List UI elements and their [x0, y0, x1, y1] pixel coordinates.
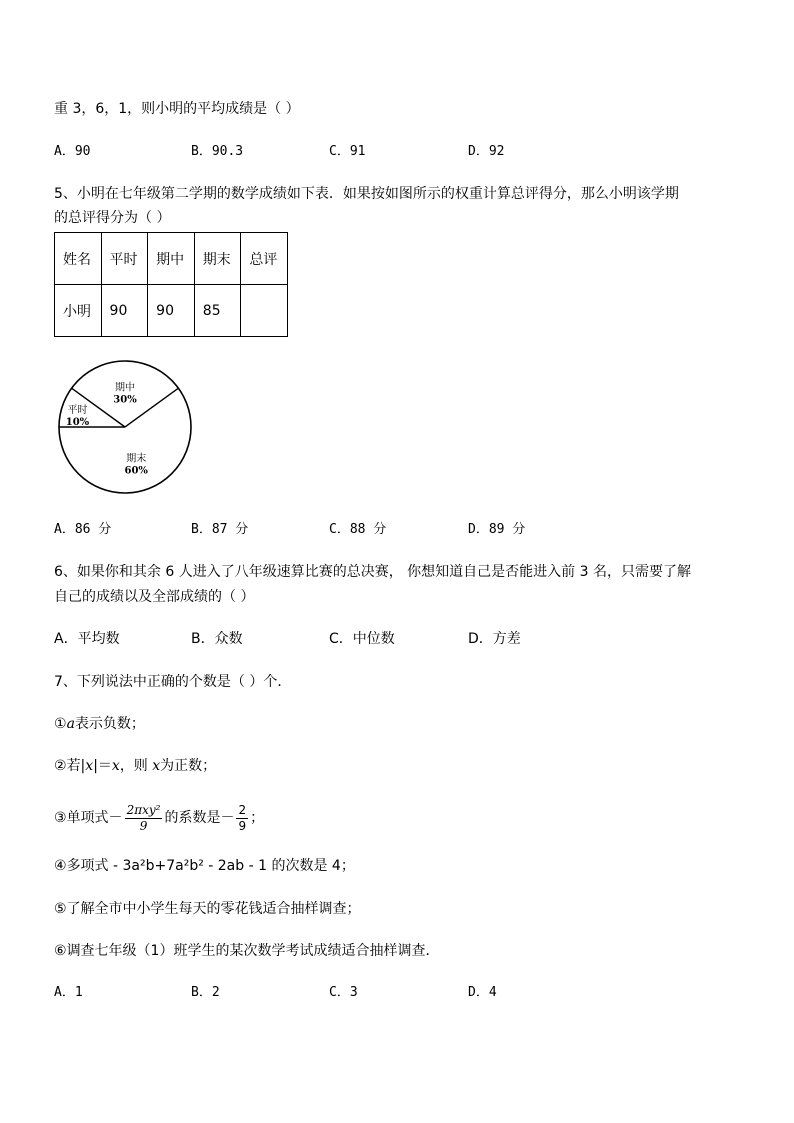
statement-3-mark: ③ — [54, 810, 67, 826]
monomial-fraction — [125, 803, 163, 834]
monomial-numerator: 2πxy² — [126, 802, 161, 817]
statement-2-end: 为正数； — [160, 758, 217, 774]
statement-4-text: 多项式 - 3a²b+7a²b² - 2ab - 1 的次数是 4； — [66, 858, 355, 874]
q4-option-d[interactable]: D．92 — [468, 144, 505, 159]
statement-1-mark: ① — [54, 716, 67, 732]
statement-2-mid: |＝ — [93, 758, 112, 774]
q7-statement-6 — [54, 941, 439, 961]
statement-4-mark: ④ — [54, 858, 67, 874]
q7-statement-5 — [54, 899, 361, 919]
pie-value-final: 60% — [124, 465, 148, 477]
q5-stem-line1: 5、小明在七年级第二学期的数学成绩如下表．如果按如图所示的权重计算总评得分，那么小明该学期 — [54, 186, 679, 202]
coefficient-fraction — [236, 803, 248, 834]
table-cell-final: 85 — [194, 285, 241, 337]
q4-option-c[interactable]: C．91 — [329, 144, 366, 159]
table-cell-name: 小明 — [55, 285, 102, 337]
table-header-regular: 平时 — [101, 233, 148, 285]
pie-label-midterm: 期中 — [115, 382, 135, 394]
pie-label-final: 期末 — [126, 453, 147, 465]
q6-option-b[interactable]: B．众数 — [191, 631, 243, 647]
statement-5-mark: ⑤ — [54, 901, 67, 917]
statement-6-mark: ⑥ — [54, 943, 67, 959]
statement-2-mark: ② — [54, 758, 67, 774]
q7-statement-4 — [54, 856, 355, 876]
q4-option-b[interactable]: B．90.3 — [191, 144, 244, 159]
q7-stem: 7、下列说法中正确的个数是（ ）个． — [54, 674, 292, 690]
statement-2-var: x — [85, 758, 94, 774]
q7-option-d[interactable]: D．4 — [468, 985, 497, 1000]
q7-statement-3 — [54, 800, 264, 836]
statement-3-mid: 的系数是－ — [164, 810, 235, 826]
statement-2-var2: x — [111, 758, 120, 774]
monomial-denominator: 9 — [139, 818, 148, 833]
statement-6-text: 调查七年级（1）班学生的某次数学考试成绩适合抽样调查． — [66, 943, 440, 959]
q5-option-a[interactable]: A．86 分 — [54, 522, 112, 537]
table-header-name: 姓名 — [55, 233, 102, 285]
pie-label-regular: 平时 — [67, 405, 88, 416]
q5-stem-line2: 的总评得分为（ ） — [54, 210, 171, 226]
table-cell-midterm: 90 — [148, 285, 195, 337]
statement-1-text: 表示负数； — [74, 716, 145, 732]
statement-3-pre: 单项式－ — [66, 810, 123, 826]
score-table — [54, 232, 288, 337]
q4-stem-tail: 重 3，6，1，则小明的平均成绩是（ ） — [54, 101, 300, 117]
statement-5-text: 了解全市中小学生每天的零花钱适合抽样调查； — [66, 901, 361, 917]
table-header-total: 总评 — [241, 233, 288, 285]
q5-option-b[interactable]: B．87 分 — [191, 522, 249, 537]
table-cell-total — [241, 285, 288, 337]
statement-2-post: ，则 — [119, 758, 153, 774]
coefficient-numerator: 2 — [238, 802, 247, 817]
statement-2-pre: 若| — [66, 758, 86, 774]
coefficient-denominator: 9 — [238, 818, 247, 833]
q4-option-a[interactable]: A．90 — [54, 144, 91, 159]
pie-value-regular: 10% — [65, 417, 90, 428]
q7-statement-1 — [54, 714, 145, 734]
table-header-final: 期末 — [194, 233, 241, 285]
table-cell-regular: 90 — [101, 285, 148, 337]
q5-option-c[interactable]: C．88 分 — [329, 522, 387, 537]
pie-value-midterm: 30% — [113, 394, 137, 406]
q6-option-d[interactable]: D．方差 — [468, 631, 521, 647]
q5-option-d[interactable]: D．89 分 — [468, 522, 526, 537]
q7-statement-2 — [54, 756, 216, 776]
q7-option-b[interactable]: B．2 — [191, 985, 220, 1000]
statement-1-var: a — [66, 716, 75, 732]
q6-stem-line2: 自己的成绩以及全部成绩的（ ） — [54, 589, 255, 605]
q6-option-c[interactable]: C．中位数 — [329, 631, 395, 647]
q6-option-a[interactable]: A．平均数 — [54, 631, 120, 647]
q6-stem-line1: 6、如果你和其余 6 人进入了八年级速算比赛的总决赛， 你想知道自己是否能进入前 3 名，只需要了解 — [54, 564, 691, 580]
q7-option-c[interactable]: C．3 — [329, 985, 358, 1000]
table-header-midterm: 期中 — [148, 233, 195, 285]
q7-option-a[interactable]: A．1 — [54, 985, 83, 1000]
statement-3-end: ； — [250, 810, 265, 826]
weight-pie-chart — [54, 358, 194, 498]
statement-2-var3: x — [152, 758, 161, 774]
